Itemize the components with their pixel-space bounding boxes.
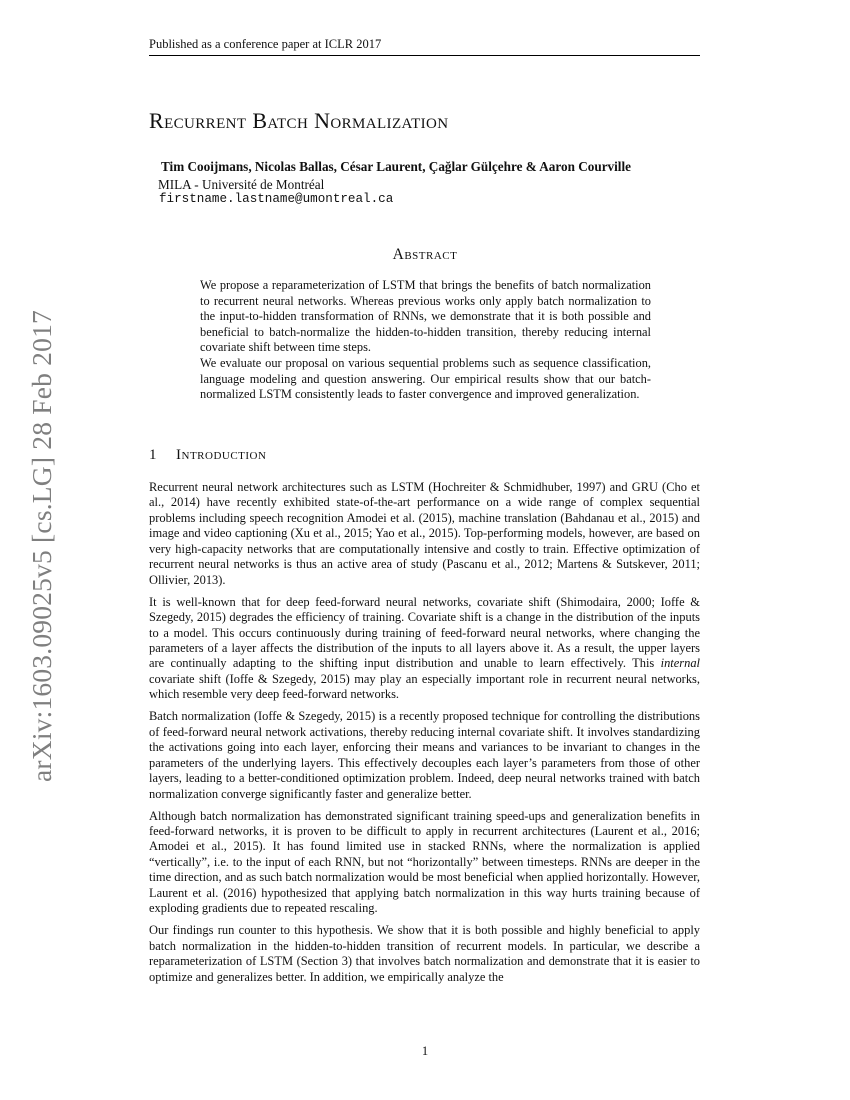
body-paragraph: Our findings run counter to this hypothesis. We show that it is both possible and highly beneficial to apply batch normalization in the hidden-to-hidden transition of recurrent models. In particular, we describe a reparameterization of LSTM (Section 3) that involves batch normalization and demonstrate that it is easier to optimize and generalizes better. In addition, we empirically analyze the: [149, 923, 700, 984]
abstract-paragraph: We propose a reparameterization of LSTM that brings the benefits of batch normalization to recurrent neural networks. Whereas previous works only apply batch normalization to the input-to-hidden transformation of RNNs, we demonstrate that it is both possible and beneficial to batch-normalize the hidden-to-hidden transition, thereby reducing internal covariate shift between time steps.: [200, 278, 651, 355]
body-paragraph: Although batch normalization has demonstrated significant training speed-ups and generalization benefits in feed-forward networks, it is proven to be difficult to apply in recurrent architectures (Laurent et al., 2016; Amodei et al., 2015). It has found limited use in stacked RNNs, where the normalization is applied “vertically”, i.e. to the input of each RNN, but not “horizontally” between timesteps. RNNs are deeper in the time direction, and as such batch normalization would be most beneficial when applied horizontally. However, Laurent et al. (2016) hypothesized that applying batch normalization in this way hurts training because of exploding gradients due to repeated rescaling.: [149, 808, 700, 916]
affiliation: MILA - Université de Montréal: [158, 177, 325, 192]
section-title: Introduction: [176, 447, 267, 463]
abstract-heading: Abstract: [392, 246, 458, 263]
section-body: [149, 480, 700, 992]
section-number: 1: [149, 447, 157, 463]
paper-title: Recurrent Batch Normalization: [149, 108, 449, 133]
arxiv-identifier[interactable]: arXiv:1603.09025v5 [cs.LG] 28 Feb 2017: [26, 310, 57, 782]
author-list: Tim Cooijmans, Nicolas Ballas, César Laurent, Çağlar Gülçehre & Aaron Courville: [161, 159, 631, 174]
contact-email: firstname.lastname@umontreal.ca: [159, 192, 394, 206]
abstract-paragraph: We evaluate our proposal on various sequential problems such as sequence classification, language modeling and question answering. Our empirical results show that our batch-normalized LSTM consistently leads to faster convergence and improved generalization.: [200, 355, 651, 402]
body-paragraph: Batch normalization (Ioffe & Szegedy, 2015) is a recently proposed technique for controlling the distributions of feed-forward neural network activations, thereby reducing internal covariate shift. It involves standardizing the activations going into each layer, enforcing their means and variances to be invariant to changes in the parameters of the underlying layers. This effectively decouples each layer’s parameters from those of other layers, leading to a better-conditioned optimization problem. Indeed, deep neural networks trained with batch normalization converge significantly faster and generalize better.: [149, 709, 700, 801]
abstract: [200, 278, 651, 403]
running-header: Published as a conference paper at ICLR 2017: [149, 37, 700, 56]
page-number: 1: [421, 1044, 429, 1058]
body-paragraph: It is well-known that for deep feed-forward neural networks, covariate shift (Shimodaira, 2000; Ioffe & Szegedy, 2015) degrades the efficiency of training. Covariate shift is a change in the distribution of the inputs to a model. This occurs continuously during training of feed-forward neural networks, where changing the parameters of a layer affects the distribution of the inputs to all layers above it. As a result, the upper layers are continually adapting to the shifting input distribution and unable to learn effectively. This internal covariate shift (Ioffe & Szegedy, 2015) may play an especially important role in recurrent neural networks, which resemble very deep feed-forward networks.: [149, 594, 700, 702]
emphasis: internal: [660, 656, 700, 671]
body-paragraph: Recurrent neural network architectures such as LSTM (Hochreiter & Schmidhuber, 1997) and GRU (Cho et al., 2014) have recently exhibited state-of-the-art performance on a wide range of complex sequential problems including speech recognition Amodei et al. (2015), machine translation (Bahdanau et al., 2015) and image and video captioning (Xu et al., 2015; Yao et al., 2015). Top-performing models, however, are based on very high-capacity networks that are computationally intensive and costly to train. Effective optimization of recurrent neural networks is thus an active area of study (Pascanu et al., 2012; Martens & Sutskever, 2011; Ollivier, 2013).: [149, 480, 700, 587]
section-heading: [149, 447, 266, 464]
